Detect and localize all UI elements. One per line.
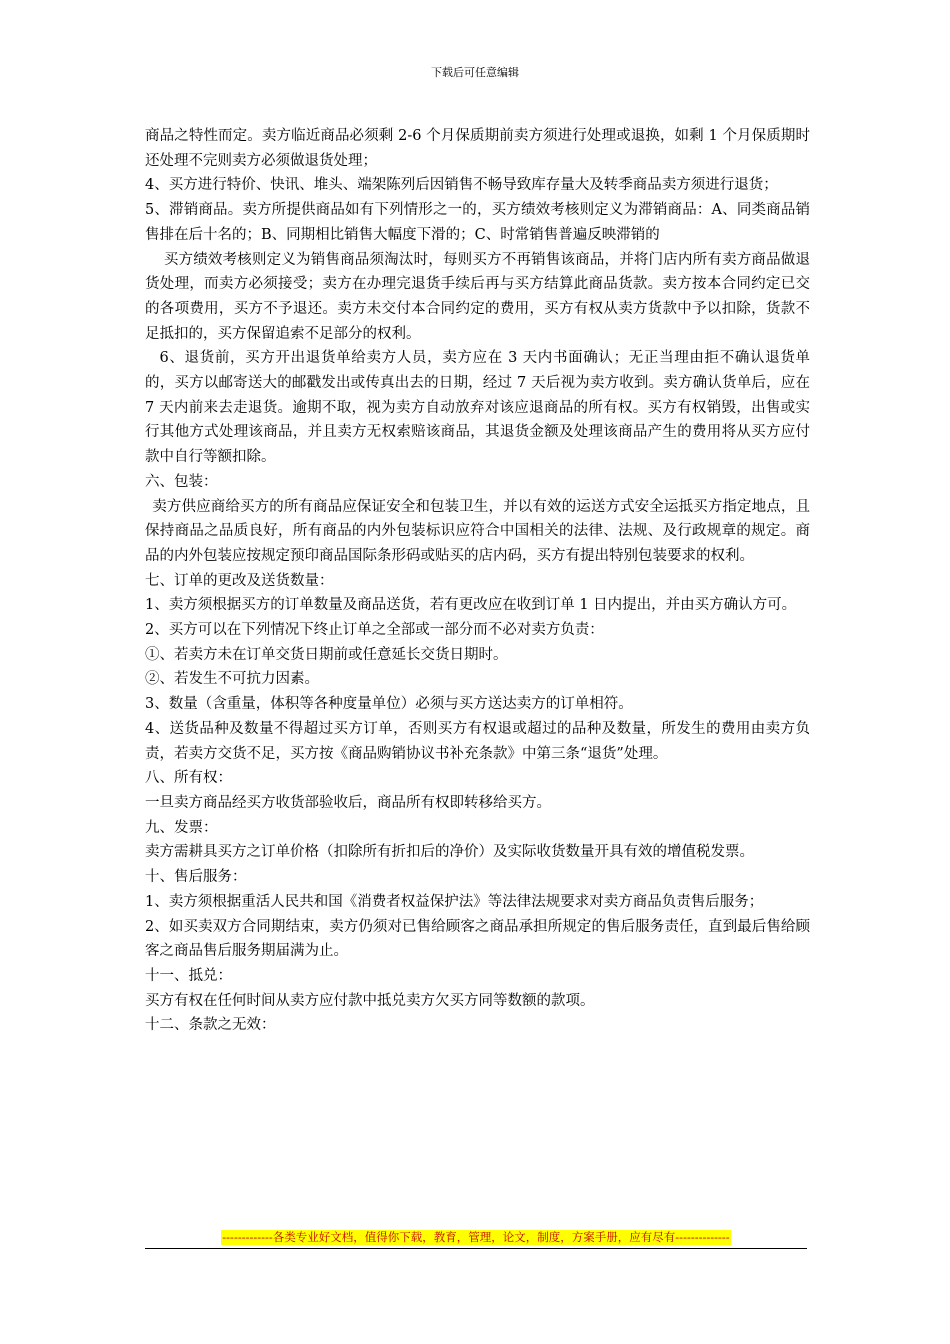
paragraph: 卖方供应商给买方的所有商品应保证安全和包装卫生，并以有效的运送方式安全运抵买方指定地点，且保持商品之品质良好，所有商品的内外包装标识应符合中国相关的法律、法规、及行政规章的规定。商品的内外包装应按规定预印商品国际条形码或贴买的店内码，买方有提出特别包装要求的权利。	[145, 498, 810, 564]
paragraph: 6、退货前，买方开出退货单给卖方人员，卖方应在 3 天内书面确认；无正当理由拒不确认退货单的，买方以邮寄送大的邮戳发出或传真出去的日期，经过 7 天后视为卖方收到。卖方确认货单后，应在 7 天内前来去走退货。逾期不取，视为卖方自动放弃对该应退商品的所有权。买方有权销毁，出售或实行其他方式处理该商品，并且卖方无权索赔该商品，其退货金额及处理该商品产生的费用将从买方应付款中自行等额扣除。	[145, 350, 810, 466]
paragraph: 九、发票：	[145, 819, 218, 836]
page-header: 下载后可任意编辑	[431, 66, 519, 79]
paragraph: ①、若卖方未在订单交货日期前或任意延长交货日期时。	[145, 646, 508, 663]
page-footer	[145, 1226, 807, 1249]
paragraph: 商品之特性而定。卖方临近商品必须剩 2-6 个月保质期前卖方须进行处理或退换，如剩 1 个月保质期时还处理不完则卖方必须做退货处理；	[145, 128, 810, 169]
paragraph: 4、买方进行特价、快讯、堆头、端架陈列后因销售不畅导致库存量大及转季商品卖方须进行退货；	[145, 177, 778, 194]
paragraph: 2、如买卖双方合同期结束，卖方仍须对已售给顾客之商品承担所规定的售后服务责任，直到最后售给顾客之商品售后服务期届满为止。	[145, 918, 810, 960]
paragraph: 4、送货品种及数量不得超过买方订单，否则买方有权退或超过的品种及数量，所发生的费用由卖方负责，若卖方交货不足，买方按《商品购销协议书补充条款》中第三条“退货”处理。	[145, 720, 810, 762]
paragraph: ②、若发生不可抗力因素。	[145, 671, 319, 688]
paragraph: 十、售后服务：	[145, 869, 247, 886]
paragraph: 5、滞销商品。卖方所提供商品如有下列情形之一的，买方绩效考核则定义为滞销商品：A、同类商品销售排在后十名的；B、同期相比销售大幅度下滑的；C、时常销售普遍反映滞销的	[145, 202, 810, 243]
paragraph: 买方绩效考核则定义为销售商品须淘汰时，每则买方不再销售该商品，并将门店内所有卖方商品做退货处理，而卖方必须接受；卖方在办理完退货手续后再与买方结算此商品货款。卖方按本合同约定已交的各项费用，买方不予退还。卖方未交付本合同约定的费用，买方有权从卖方货款中予以扣除，货款不足抵扣的，买方保留追索不足部分的权利。	[145, 251, 810, 342]
paragraph: 七、订单的更改及送货数量：	[145, 572, 334, 589]
paragraph: 3、数量（含重量，体积等各种度量单位）必须与买方送达卖方的订单相符。	[145, 696, 633, 713]
document-body	[145, 124, 810, 1038]
paragraph: 买方有权在任何时间从卖方应付款中抵兑卖方欠买方同等数额的款项。	[145, 992, 595, 1009]
paragraph: 十一、抵兑：	[145, 967, 232, 984]
paragraph: 六、包装：	[145, 473, 218, 490]
footer-banner: -------------各类专业好文档，值得你下载，教育，管理，论文，制度，方案手册，应有尽有--------------	[222, 1230, 730, 1244]
paragraph: 1、卖方须根据重活人民共和国《消费者权益保护法》等法律法规要求对卖方商品负责售后服务；	[145, 893, 764, 910]
paragraph: 八、所有权：	[145, 770, 232, 787]
paragraph: 1、卖方须根据买方的订单数量及商品送货，若有更改应在收到订单 1 日内提出，并由买方确认方可。	[145, 597, 797, 614]
paragraph: 一旦卖方商品经买方收货部验收后，商品所有权即转移给买方。	[145, 794, 551, 811]
paragraph: 十二、条款之无效：	[145, 1017, 276, 1034]
paragraph: 卖方需耕具买方之订单价格（扣除所有折扣后的净价）及实际收货数量开具有效的增值税发票。	[145, 844, 754, 861]
paragraph: 2、买方可以在下列情况下终止订单之全部或一部分而不必对卖方负责：	[145, 622, 604, 639]
